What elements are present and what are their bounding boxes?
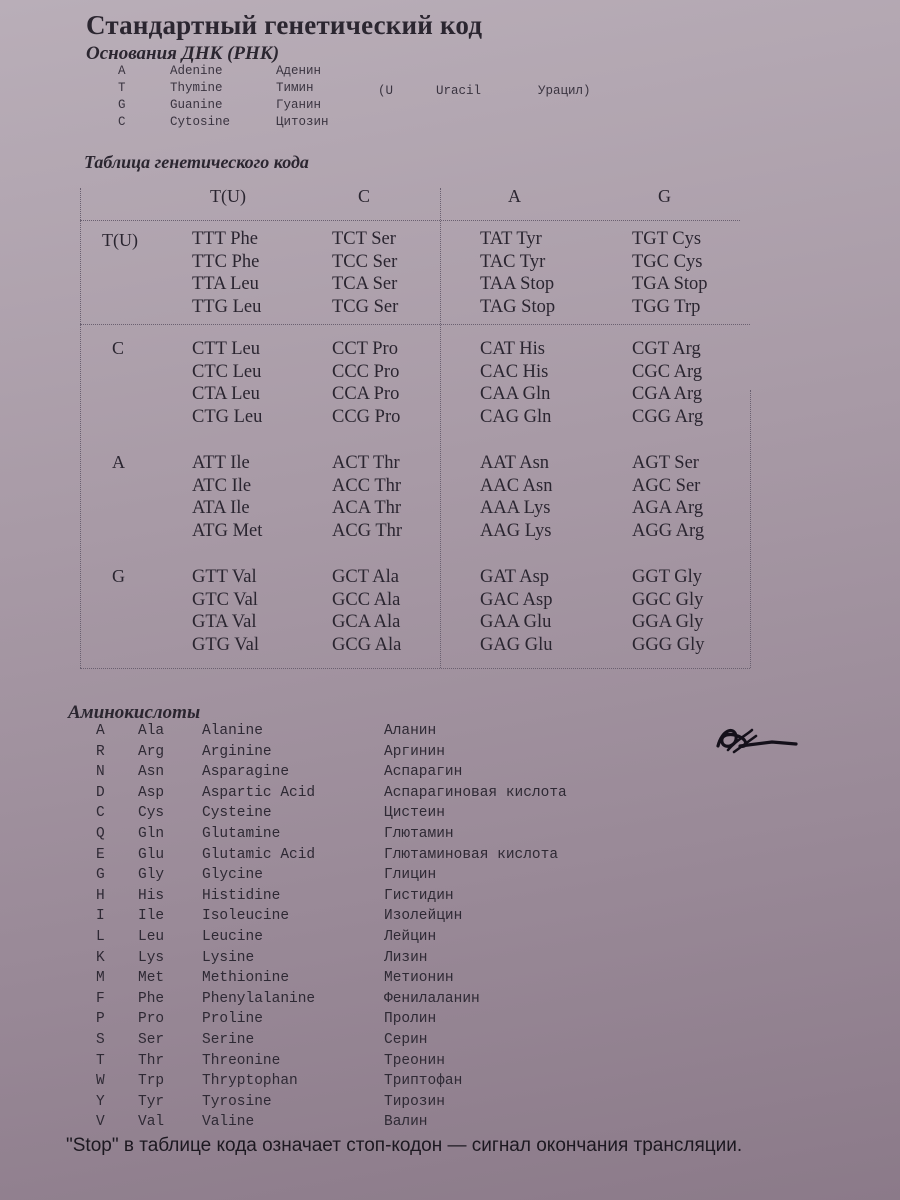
row-header-a: A [112, 452, 125, 472]
amino-acid-row [96, 888, 567, 909]
base-russian: Аденин [276, 64, 322, 78]
amino-three-letter: Pro [138, 1011, 165, 1028]
amino-russian-name: Метионин [384, 970, 454, 987]
codon-entry: GAA Glu [480, 612, 552, 632]
amino-acid-row [96, 908, 567, 929]
base-letter: C [118, 115, 126, 129]
codon-entry: TAG Stop [480, 296, 556, 317]
amino-russian-name: Тирозин [384, 1093, 445, 1110]
codon-cell [192, 228, 261, 318]
amino-acid-row [96, 723, 567, 744]
base-english: Cytosine [170, 115, 231, 129]
amino-english-name: Cysteine [202, 805, 272, 822]
amino-one-letter: L [96, 928, 105, 945]
base-russian: Цитозин [276, 115, 329, 129]
amino-one-letter: N [96, 764, 105, 781]
amino-english-name: Tyrosine [202, 1093, 272, 1110]
amino-english-name: Thryptophan [202, 1073, 298, 1090]
codon-entry: CGT Arg [632, 339, 701, 359]
amino-acid-row [96, 847, 567, 868]
codon-entry: TTG Leu [192, 296, 262, 317]
codon-entry: GCG Ala [332, 634, 402, 655]
amino-russian-name: Лейцин [384, 928, 437, 945]
amino-english-name: Proline [202, 1011, 263, 1028]
codon-cell [480, 452, 552, 542]
amino-acid-row [96, 785, 567, 806]
amino-one-letter: S [96, 1031, 105, 1048]
base-row [118, 64, 376, 81]
amino-three-letter: Met [138, 970, 165, 987]
row-header-t: T(U) [102, 230, 138, 250]
amino-russian-name: Глютамин [384, 825, 454, 842]
amino-russian-name: Треонин [384, 1052, 445, 1069]
codon-cell [632, 452, 704, 542]
table-border-right [750, 390, 751, 668]
amino-one-letter: R [96, 743, 105, 760]
codon-entry: CGG Arg [632, 406, 704, 427]
codon-entry: GGA Gly [632, 612, 704, 632]
amino-three-letter: Arg [138, 743, 165, 760]
codon-entry: GTA Val [192, 612, 257, 632]
amino-one-letter: E [96, 846, 105, 863]
amino-russian-name: Фенилаланин [384, 990, 480, 1007]
amino-three-letter: Ala [138, 723, 165, 739]
codon-entry: ATC Ile [192, 475, 252, 496]
amino-russian-name: Аспарагин [384, 764, 463, 781]
page-title: Стандартный генетический код [86, 10, 483, 40]
amino-russian-name: Изолейцин [384, 908, 463, 925]
amino-russian-name: Глицин [384, 867, 437, 884]
amino-three-letter: Cys [138, 805, 165, 822]
amino-one-letter: A [96, 723, 105, 739]
amino-acid-row [96, 826, 567, 847]
amino-russian-name: Глютаминовая кислота [384, 846, 559, 863]
amino-english-name: Lysine [202, 949, 255, 966]
amino-one-letter: M [96, 970, 105, 987]
amino-english-name: Asparagine [202, 764, 290, 781]
codon-entry: TCT Ser [332, 229, 396, 249]
codon-entry: ACC Thr [332, 475, 402, 496]
codon-entry: CGA Arg [632, 384, 703, 404]
codon-entry: GCT Ala [332, 567, 399, 587]
codon-entry: CTA Leu [192, 384, 260, 404]
base-english: Thymine [170, 81, 223, 95]
codon-entry: CAA Gln [480, 384, 551, 404]
codon-cell [192, 452, 262, 542]
amino-one-letter: Y [96, 1093, 105, 1110]
codon-entry: TCG Ser [332, 296, 399, 317]
table-header-divider [80, 220, 740, 221]
amino-three-letter: Glu [138, 846, 165, 863]
base-row [118, 115, 376, 132]
bases-list [118, 64, 376, 132]
amino-english-name: Arginine [202, 743, 272, 760]
codon-cell [332, 452, 402, 542]
uracil-english: Uracil [436, 84, 482, 98]
codon-cell [332, 228, 398, 318]
amino-one-letter: D [96, 784, 105, 801]
amino-acid-row [96, 1011, 567, 1032]
codon-entry: TTA Leu [192, 274, 259, 294]
base-row [118, 98, 376, 115]
bases-heading: Основания ДНК (РНК) [86, 43, 280, 64]
amino-three-letter: His [138, 887, 165, 904]
codon-cell [480, 228, 555, 318]
table-border-bottom [80, 668, 750, 669]
uracil-note [378, 84, 597, 98]
column-header-g: G [658, 186, 671, 206]
codon-entry: ATT Ile [192, 453, 250, 473]
amino-one-letter: Q [96, 825, 105, 842]
amino-english-name: Threonine [202, 1052, 281, 1069]
codon-entry: ACG Thr [332, 520, 403, 541]
amino-one-letter: W [96, 1073, 105, 1090]
codon-cell [632, 338, 703, 428]
codon-cell [332, 338, 400, 428]
amino-english-name: Methionine [202, 970, 290, 987]
amino-acid-row [96, 991, 567, 1012]
amino-three-letter: Ile [138, 908, 165, 925]
table-heading: Таблица генетического кода [84, 152, 309, 172]
codon-cell [192, 566, 259, 656]
amino-english-name: Glutamic Acid [202, 846, 316, 863]
codon-entry: ATA Ile [192, 498, 250, 518]
codon-cell [480, 338, 551, 428]
column-header-a: A [508, 186, 521, 206]
codon-entry: AGA Arg [632, 498, 704, 518]
codon-entry: CCT Pro [332, 339, 398, 359]
amino-acid-row [96, 1094, 567, 1115]
amino-russian-name: Гистидин [384, 887, 454, 904]
amino-three-letter: Lys [138, 949, 165, 966]
codon-entry: TAT Tyr [480, 229, 542, 249]
codon-entry: GTC Val [192, 589, 258, 610]
amino-acid-row [96, 867, 567, 888]
table-divider-middle [440, 188, 441, 668]
codon-entry: TGT Cys [632, 229, 702, 249]
codon-entry: CAT His [480, 339, 545, 359]
amino-russian-name: Аргинин [384, 743, 445, 760]
amino-one-letter: K [96, 949, 105, 966]
amino-three-letter: Asn [138, 764, 165, 781]
amino-english-name: Aspartic Acid [202, 784, 316, 801]
amino-acid-row [96, 744, 567, 765]
codon-entry: AGT Ser [632, 453, 699, 473]
amino-acid-row [96, 1032, 567, 1053]
codon-entry: CTT Leu [192, 339, 260, 359]
amino-russian-name: Серин [384, 1031, 428, 1048]
codon-entry: TAC Tyr [480, 251, 546, 272]
codon-entry: CAG Gln [480, 406, 552, 427]
amino-russian-name: Лизин [384, 949, 428, 966]
amino-three-letter: Asp [138, 784, 165, 801]
codon-entry: CCC Pro [332, 361, 400, 382]
codon-entry: GAG Glu [480, 634, 553, 655]
codon-entry: TAA Stop [480, 274, 555, 294]
codon-entry: ATG Met [192, 520, 263, 541]
codon-entry: GAT Asp [480, 567, 550, 587]
codon-cell [192, 338, 262, 428]
amino-one-letter: G [96, 867, 105, 884]
codon-entry: AAT Asn [480, 453, 550, 473]
amino-russian-name: Цистеин [384, 805, 445, 822]
amino-one-letter: V [96, 1114, 105, 1131]
amino-english-name: Valine [202, 1114, 255, 1131]
codon-entry: GTG Val [192, 634, 259, 655]
codon-entry: AAC Asn [480, 475, 553, 496]
codon-entry: AAA Lys [480, 498, 551, 518]
amino-one-letter: H [96, 887, 105, 904]
codon-entry: CGC Arg [632, 361, 703, 382]
column-header-c: C [358, 186, 371, 206]
codon-entry: CCG Pro [332, 406, 401, 427]
amino-russian-name: Валин [384, 1114, 428, 1131]
base-russian: Гуанин [276, 98, 322, 112]
amino-acid-row [96, 764, 567, 785]
codon-cell [632, 566, 704, 656]
row-header-c: C [112, 338, 125, 358]
base-letter: G [118, 98, 126, 112]
base-letter: A [118, 64, 126, 78]
codon-entry: ACA Thr [332, 498, 402, 518]
codon-entry: TGG Trp [632, 296, 701, 317]
amino-russian-name: Аланин [384, 723, 437, 739]
codon-entry: AAG Lys [480, 520, 552, 541]
amino-three-letter: Tyr [138, 1093, 165, 1110]
genetic-code-table [70, 180, 750, 670]
amino-english-name: Histidine [202, 887, 281, 904]
amino-english-name: Glycine [202, 867, 263, 884]
amino-acid-row [96, 1114, 567, 1135]
base-english: Adenine [170, 64, 223, 78]
amino-acid-row [96, 1053, 567, 1074]
base-russian: Тимин [276, 81, 314, 95]
amino-acid-row [96, 929, 567, 950]
amino-three-letter: Gln [138, 825, 165, 842]
amino-three-letter: Phe [138, 990, 165, 1007]
codon-cell [480, 566, 552, 656]
amino-one-letter: F [96, 990, 105, 1007]
amino-acids-heading: Аминокислоты [68, 702, 201, 723]
codon-entry: GGC Gly [632, 589, 704, 610]
amino-three-letter: Gly [138, 867, 165, 884]
amino-one-letter: P [96, 1011, 105, 1028]
codon-entry: TCA Ser [332, 274, 398, 294]
amino-russian-name: Аспарагиновая кислота [384, 784, 567, 801]
base-letter: T [118, 81, 126, 95]
amino-three-letter: Trp [138, 1073, 165, 1090]
codon-entry: GCA Ala [332, 612, 401, 632]
codon-entry: AGC Ser [632, 475, 701, 496]
codon-entry: GAC Asp [480, 589, 553, 610]
codon-entry: CTC Leu [192, 361, 262, 382]
codon-entry: GTT Val [192, 567, 257, 587]
codon-entry: TTC Phe [192, 251, 260, 272]
amino-english-name: Glutamine [202, 825, 281, 842]
row-header-g: G [112, 566, 125, 586]
amino-acid-row [96, 970, 567, 991]
amino-english-name: Leucine [202, 928, 263, 945]
amino-one-letter: C [96, 805, 105, 822]
amino-acids-list [96, 723, 567, 1135]
handwritten-signature [712, 720, 798, 760]
amino-acid-row [96, 805, 567, 826]
uracil-letter: (U [378, 84, 394, 98]
table-row-divider [80, 324, 750, 325]
amino-russian-name: Триптофан [384, 1073, 463, 1090]
codon-entry: TGC Cys [632, 251, 703, 272]
codon-entry: TCC Ser [332, 251, 398, 272]
codon-entry: AGG Arg [632, 520, 705, 541]
footer-note: "Stop" в таблице кода означает стоп-кодон — сигнал окончания трансляции. [66, 1135, 743, 1156]
amino-acid-row [96, 950, 567, 971]
codon-entry: TGA Stop [632, 274, 708, 294]
amino-english-name: Alanine [202, 723, 263, 739]
amino-three-letter: Ser [138, 1031, 165, 1048]
amino-one-letter: T [96, 1052, 105, 1069]
table-border-left [80, 188, 81, 668]
amino-english-name: Phenylalanine [202, 990, 316, 1007]
amino-three-letter: Thr [138, 1052, 165, 1069]
base-english: Guanine [170, 98, 223, 112]
amino-three-letter: Val [138, 1114, 165, 1131]
amino-acid-row [96, 1073, 567, 1094]
codon-entry: CCA Pro [332, 384, 400, 404]
codon-entry: GGG Gly [632, 634, 705, 655]
codon-entry: CTG Leu [192, 406, 263, 427]
amino-one-letter: I [96, 908, 105, 925]
column-header-t: T(U) [210, 186, 246, 206]
codon-entry: GGT Gly [632, 567, 703, 587]
codon-cell [632, 228, 708, 318]
uracil-russian: Урацил) [538, 84, 591, 98]
amino-english-name: Serine [202, 1031, 255, 1048]
codon-cell [332, 566, 401, 656]
amino-english-name: Isoleucine [202, 908, 290, 925]
codon-entry: TTT Phe [192, 229, 258, 249]
base-row [118, 81, 376, 98]
codon-entry: CAC His [480, 361, 549, 382]
codon-entry: ACT Thr [332, 453, 400, 473]
amino-three-letter: Leu [138, 928, 165, 945]
codon-entry: GCC Ala [332, 589, 401, 610]
amino-russian-name: Пролин [384, 1011, 437, 1028]
